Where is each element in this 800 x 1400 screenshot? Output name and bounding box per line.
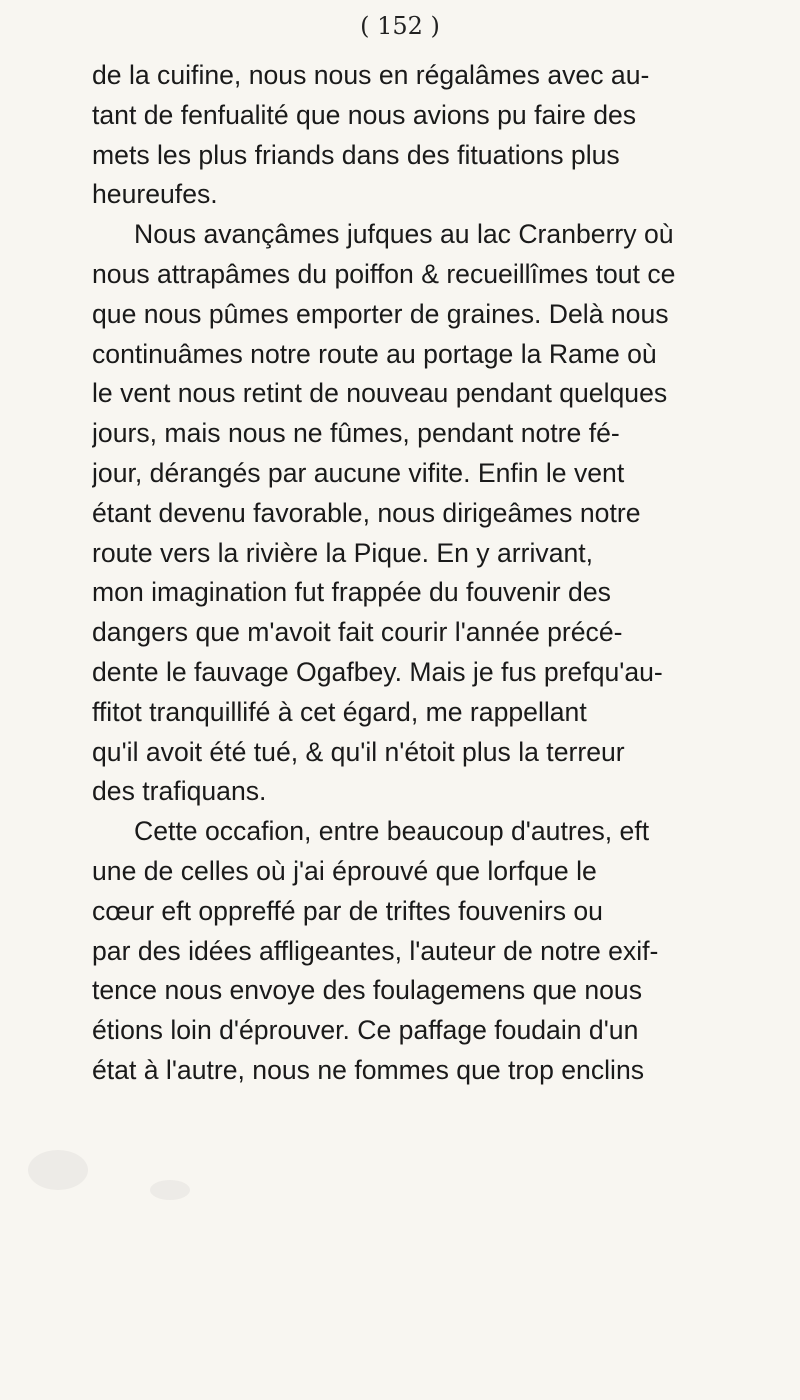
text-line: une de celles où j'ai éprouvé que lorfque le	[92, 855, 597, 886]
text-line: état à l'autre, nous ne fommes que trop enclins	[92, 1054, 645, 1085]
paragraph-start-line: Nous avançâmes jufques au lac Cranberry où	[134, 219, 674, 250]
text-line: qu'il avoit été tué, & qu'il n'étoit plus la terreur	[92, 736, 625, 767]
page-number: ( 152 )	[360, 12, 440, 40]
text-line: tant de fenfualité que nous avions pu faire des	[92, 99, 637, 130]
text-line: dangers que m'avoit fait courir l'année précé-	[92, 617, 623, 648]
text-line: dente le fauvage Ogafbey. Mais je fus prefqu'au-	[92, 656, 663, 687]
page-body	[92, 56, 732, 1091]
text-line: mets les plus friands dans des fituations plus	[92, 139, 620, 170]
text-line: le vent nous retint de nouveau pendant quelques	[92, 378, 668, 409]
text-line: étant devenu favorable, nous dirigeâmes notre	[92, 497, 641, 528]
text-line: ffitot tranquillifé à cet égard, me rappellant	[92, 696, 587, 727]
text-line: tence nous envoye des foulagemens que nous	[92, 975, 643, 1006]
text-line: continuâmes notre route au portage la Rame où	[92, 338, 657, 369]
text-line: cœur eft oppreffé par de triftes fouvenirs ou	[92, 895, 603, 926]
text-line: route vers la rivière la Pique. En y arrivant,	[92, 537, 594, 568]
text-line: heureufes.	[92, 179, 218, 210]
text-line: mon imagination fut frappée du fouvenir des	[92, 577, 611, 608]
paragraph-start-line: Cette occafion, entre beaucoup d'autres, eft	[134, 816, 650, 847]
paper-blemish	[150, 1180, 190, 1200]
text-line: jours, mais nous ne fûmes, pendant notre fé-	[92, 418, 620, 449]
text-line: de la cuifine, nous nous en régalâmes avec au-	[92, 60, 650, 90]
text-line: que nous pûmes emporter de graines. Delà nous	[92, 298, 669, 329]
text-line: nous attrapâmes du poiffon & recueillîmes tout ce	[92, 258, 676, 289]
paper-blemish	[28, 1150, 88, 1190]
text-line: étions loin d'éprouver. Ce paffage foudain d'un	[92, 1015, 639, 1046]
text-line: par des idées affligeantes, l'auteur de notre exif-	[92, 935, 659, 966]
text-line: des trafiquans.	[92, 776, 267, 807]
text-line: jour, dérangés par aucune vifite. Enfin le vent	[92, 457, 625, 488]
